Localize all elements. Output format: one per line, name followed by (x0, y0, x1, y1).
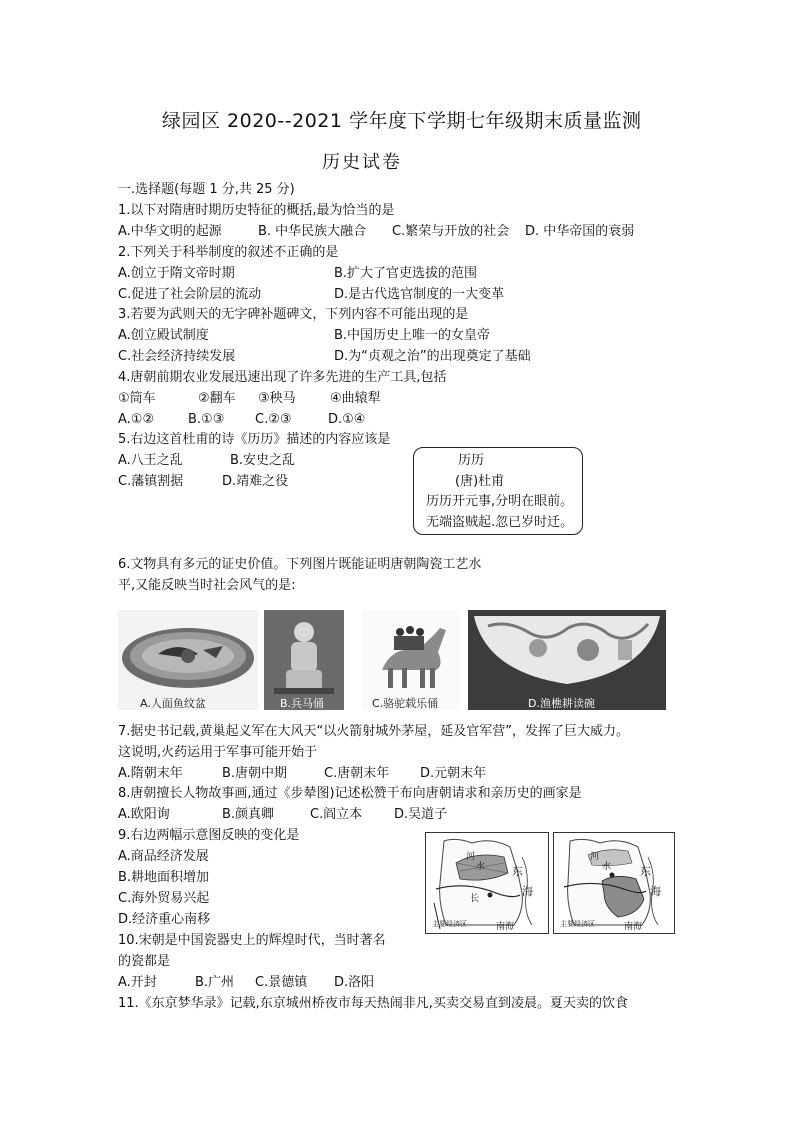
map1-sea-1: 东 (512, 865, 523, 878)
map2-river-1: 河 (590, 852, 600, 862)
map2-sea-1: 东 (640, 865, 651, 878)
map2-river-2: 水 (602, 862, 612, 872)
q3-option-b: B.中国历史上唯一的女皇帝 (334, 328, 491, 343)
q4-item-4: ④曲辕犁 (330, 391, 381, 406)
q1-option-b: B. 中华民族大融合 (258, 224, 367, 239)
q1-option-a: A.中华文明的起源 (118, 224, 222, 239)
q7-stem-line-2: 这说明,火药运用于军事可能开始于 (118, 745, 318, 760)
q10-option-d: D.洛阳 (334, 975, 375, 990)
poem-title: 历历 (458, 453, 485, 468)
page-title: 绿园区 2020--2021 学年度下学期七年级期末质量监测 (162, 110, 642, 132)
q7-option-a: A.隋朝末年 (118, 766, 183, 781)
figure-fishing-bowl (468, 610, 666, 710)
q8-option-c: C.阎立本 (310, 807, 363, 822)
q4-option-a: A.①② (118, 412, 155, 427)
q4-item-2: ②翻车 (198, 391, 236, 406)
section-heading: 一.选择题(每题 1 分,共 25 分) (118, 182, 295, 197)
q7-option-d: D.元朝末年 (420, 766, 487, 781)
q5-option-b: B.安史之乱 (230, 453, 296, 468)
q5-option-a: A.八王之乱 (118, 453, 183, 468)
q3-stem: 3.若要为武则天的无字碑补题碑文，下列内容不可能出现的是 (118, 307, 469, 322)
page-subtitle: 历史试卷 (322, 152, 402, 173)
q6-stem-line-2: 平,又能反映当时社会风气的是: (118, 578, 296, 593)
q4-item-1: ①筒车 (118, 391, 156, 406)
q2-option-d: D.是古代选官制度的一大变革 (334, 287, 505, 302)
q9-option-c: C.海外贸易兴起 (118, 891, 210, 906)
figure-camel-musicians (362, 610, 460, 710)
q4-stem: 4.唐朝前期农业发展迅速出现了许多先进的生产工具,包括 (118, 370, 447, 385)
q4-item-3: ③秧马 (258, 391, 296, 406)
map2-sea-2: 海 (650, 885, 661, 898)
q1-option-c: C.繁荣与开放的社会 (392, 224, 510, 239)
caption-a: A.人面鱼纹盆 (140, 697, 206, 710)
q10-option-c: C.景德镇 (255, 975, 308, 990)
q10-stem-line-2: 的瓷都是 (118, 954, 171, 969)
poem-line-1: 历历开元事,分明在眼前。 (426, 494, 574, 509)
q11-stem: 11.《东京梦华录》记载,东京城州桥夜市每天热闹非凡,买卖交易直到凌晨。夏天卖的饮食 (118, 996, 628, 1011)
figure-terracotta-warrior (264, 610, 344, 710)
q8-stem: 8.唐朝擅长人物故事画,通过《步辇图)记述松赞干布向唐朝请求和亲历史的画家是 (118, 786, 582, 801)
q4-option-d: D.①④ (328, 412, 366, 427)
poem-line-2: 无端盗贼起.忽已岁时迁。 (426, 515, 574, 530)
figure-fish-basin (118, 610, 258, 710)
q2-option-a: A.创立于隋文帝时期 (118, 266, 235, 281)
poem-author: (唐)杜甫 (455, 474, 505, 489)
q7-option-c: C.唐朝末年 (324, 766, 390, 781)
map1-south-sea: 南海 (496, 922, 515, 932)
q9-option-b: B.耕地面积增加 (118, 870, 210, 885)
caption-c: C.骆驼载乐俑 (372, 697, 439, 710)
q8-option-d: D.吴道子 (394, 807, 448, 822)
q6-stem-line-1: 6.文物具有多元的证史价值。下列图片既能证明唐朝陶瓷工艺水 (118, 557, 482, 572)
q2-option-c: C.促进了社会阶层的流动 (118, 287, 262, 302)
q9-option-d: D.经济重心南移 (118, 912, 211, 927)
q8-option-a: A.欧阳询 (118, 807, 170, 822)
caption-d: D.渔樵耕读碗 (528, 697, 595, 710)
q9-stem: 9.右边两幅示意图反映的变化是 (118, 828, 300, 843)
map1-sea-2: 海 (522, 885, 533, 898)
q1-stem: 1.以下对隋唐时期历史特征的概括,最为恰当的是 (118, 203, 395, 218)
q4-option-b: B.①③ (188, 412, 225, 427)
map2-south-sea: 南海 (624, 922, 643, 932)
q3-option-a: A.创立殿试制度 (118, 328, 209, 343)
q10-option-b: B.广州 (195, 975, 235, 990)
q7-option-b: B.唐朝中期 (222, 766, 288, 781)
q9-option-a: A.商品经济发展 (118, 849, 209, 864)
q5-stem: 5.右边这首杜甫的诗《历历》描述的内容应该是 (118, 432, 391, 447)
map2-legend: 主要经济区 (560, 920, 595, 928)
map1-river-1: 河 (466, 852, 476, 862)
q3-option-d: D.为“贞观之治”的出现奠定了基础 (334, 349, 531, 364)
q5-option-d: D.靖难之役 (222, 474, 289, 489)
q5-option-c: C.藩镇割据 (118, 474, 184, 489)
map1-river-2: 水 (476, 862, 486, 872)
q1-option-d: D. 中华帝国的衰弱 (525, 224, 635, 239)
q3-option-c: C.社会经济持续发展 (118, 349, 236, 364)
map1-river-3: 长 (470, 894, 480, 904)
q4-option-c: C.②③ (255, 412, 292, 427)
q2-option-b: B.扩大了官吏选拔的范围 (334, 266, 478, 281)
q8-option-b: B.颜真卿 (222, 807, 275, 822)
map-before (425, 832, 549, 934)
map-after (553, 832, 675, 934)
q10-option-a: A.开封 (118, 975, 157, 990)
q10-stem-line-1: 10.宋朝是中国瓷器史上的辉煌时代，当时著名 (118, 933, 386, 948)
map1-legend: 主要经济区 (432, 920, 467, 928)
q2-stem: 2.下列关于科举制度的叙述不正确的是 (118, 245, 339, 260)
q7-stem-line-1: 7.据史书记载,黄巢起义军在大风天“以火箭射城外茅屋，延及官军营”，发挥了巨大威力。 (118, 724, 630, 739)
caption-b: B.兵马俑 (280, 697, 325, 710)
